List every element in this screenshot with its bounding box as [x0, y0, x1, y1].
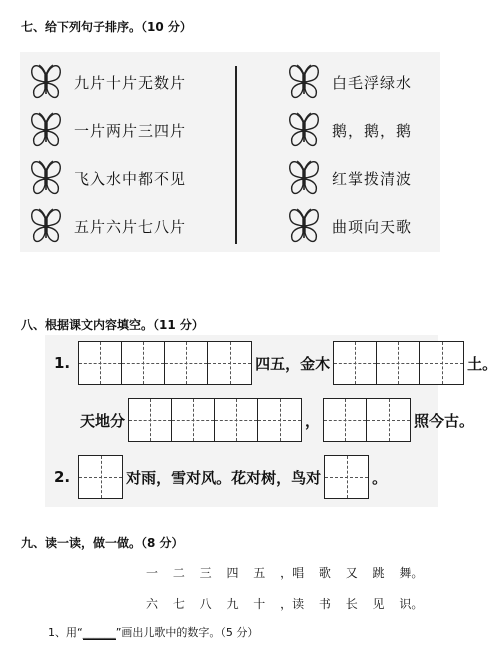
butterfly-icon	[286, 158, 322, 198]
section-8-score: （11 分）	[153, 318, 204, 332]
fill-text: 对雨，雪对风。花对树，鸟对	[126, 468, 322, 487]
left-item-4	[28, 206, 186, 246]
item-number: 2.	[54, 468, 71, 486]
butterfly-icon	[286, 62, 322, 102]
grid-cell[interactable]	[258, 399, 301, 441]
grid-cell[interactable]	[129, 399, 172, 441]
butterfly-icon	[28, 158, 64, 198]
butterfly-icon	[28, 62, 64, 102]
writing-grid-4[interactable]	[128, 398, 302, 442]
fill-text: 土。	[467, 354, 497, 373]
sentence-text: 九片十片无数片	[74, 73, 187, 92]
poem-line-2: 六 七 八 九 十 ，读 书 长 见 识。	[146, 597, 424, 611]
butterfly-icon	[286, 206, 322, 246]
fill-text: 照今古。	[414, 411, 475, 430]
sentence-text: 鹅，鹅，鹅	[332, 121, 413, 140]
sentence-text: 五片六片七八片	[74, 217, 187, 236]
fill-line-3	[54, 455, 387, 499]
writing-grid-3[interactable]	[333, 341, 464, 385]
grid-cell[interactable]	[79, 342, 122, 384]
fill-text: 四五，金木	[255, 354, 331, 373]
butterfly-icon	[286, 110, 322, 150]
grid-cell[interactable]	[325, 456, 368, 498]
grid-cell[interactable]	[367, 399, 410, 441]
grid-cell[interactable]	[165, 342, 208, 384]
grid-cell[interactable]	[377, 342, 420, 384]
underline-blank: ______	[82, 626, 116, 639]
grid-cell[interactable]	[215, 399, 258, 441]
right-item-4	[286, 206, 412, 246]
grid-cell[interactable]	[172, 399, 215, 441]
writing-grid-4[interactable]	[78, 341, 252, 385]
section-7-score: （10 分）	[141, 20, 192, 34]
section-8-title: 八、根据课文内容填空。	[21, 318, 154, 332]
sentence-text: 一片两片三四片	[74, 121, 187, 140]
question-1	[48, 624, 258, 640]
left-item-2	[28, 110, 186, 150]
right-item-1	[286, 62, 412, 102]
grid-cell[interactable]	[122, 342, 165, 384]
section-8-heading	[21, 316, 204, 333]
writing-grid-1[interactable]	[78, 455, 123, 499]
section-9-score: （8 分）	[141, 536, 184, 550]
fill-text: ，	[305, 411, 321, 430]
section-7-heading	[21, 18, 192, 35]
poem-line-1: 一 二 三 四 五 ，唱 歌 又 跳 舞。	[146, 566, 424, 580]
butterfly-icon	[28, 110, 64, 150]
grid-cell[interactable]	[79, 456, 122, 498]
fill-text: 。	[372, 468, 388, 487]
sentence-text: 白毛浮绿水	[332, 73, 413, 92]
grid-cell[interactable]	[334, 342, 377, 384]
grid-cell[interactable]	[324, 399, 367, 441]
section-7-title: 七、给下列句子排序。	[21, 20, 142, 34]
right-item-2	[286, 110, 412, 150]
sentence-text: 曲项向天歌	[332, 217, 413, 236]
sentence-text: 红掌拨清波	[332, 169, 413, 188]
item-number: 1.	[54, 354, 71, 372]
sentence-text: 飞入水中都不见	[74, 169, 187, 188]
fill-text: 天地分	[80, 411, 126, 430]
grid-cell[interactable]	[208, 342, 251, 384]
question-1-prefix: 1、用“	[48, 626, 83, 639]
writing-grid-2[interactable]	[323, 398, 411, 442]
left-item-1	[28, 62, 186, 102]
grid-cell[interactable]	[420, 342, 463, 384]
writing-grid-1[interactable]	[324, 455, 369, 499]
column-divider	[235, 66, 237, 244]
fill-line-2	[80, 398, 474, 442]
fill-line-1	[54, 341, 497, 385]
right-item-3	[286, 158, 412, 198]
question-1-suffix: ”画出儿歌中的数字。（5 分）	[115, 626, 259, 639]
section-9-heading	[21, 534, 184, 551]
butterfly-icon	[28, 206, 64, 246]
left-item-3	[28, 158, 186, 198]
section-9-title: 九、读一读，做一做。	[21, 536, 142, 550]
